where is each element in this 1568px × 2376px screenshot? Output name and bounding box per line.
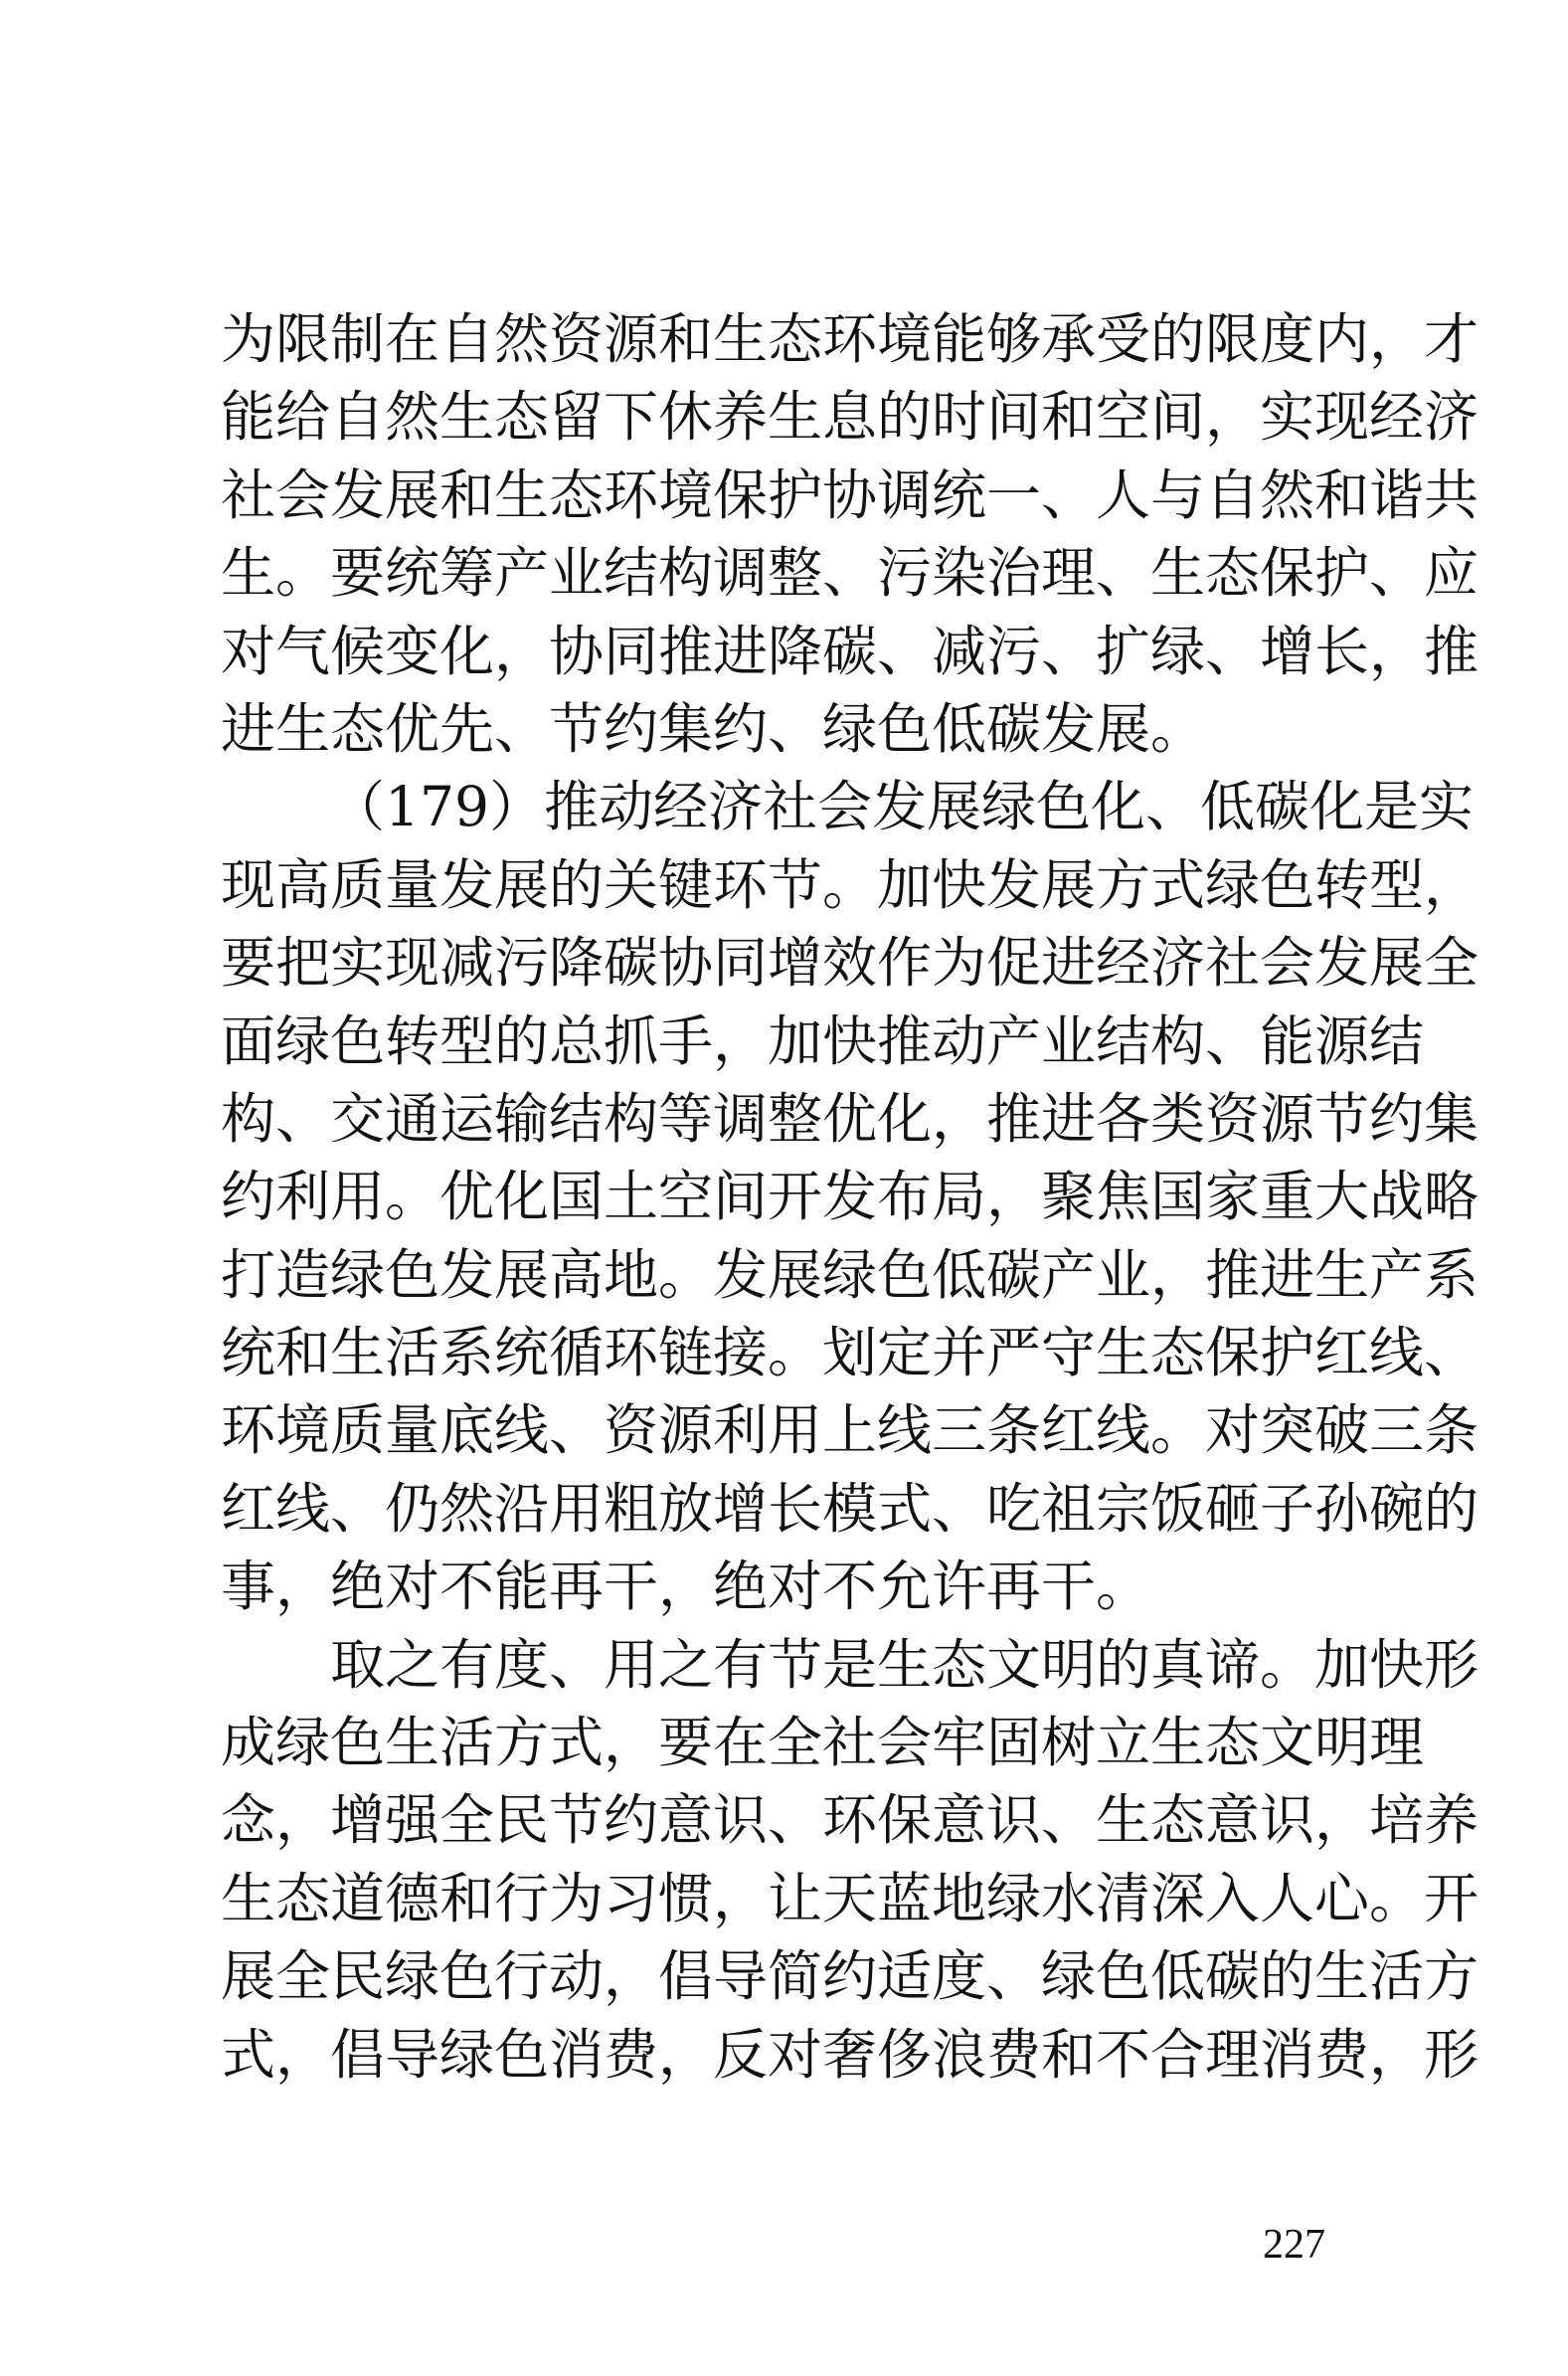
text-line: 打造绿色发展高地。发展绿色低碳产业，推进生产系 [221, 1242, 1480, 1307]
text-line: 生态道德和行为习惯，让天蓝地绿水清深入人心。开 [221, 1866, 1480, 1930]
text-line: 现高质量发展的关键环节。加快发展方式绿色转型， [221, 852, 1480, 917]
text-line: 进生态优先、节约集约、绿色低碳发展。 [221, 696, 1206, 761]
text-line: 面绿色转型的总抓手，加快推动产业结构、能源结 [221, 1008, 1425, 1073]
text-line: 约利用。优化国土空间开发布局，聚焦国家重大战略 [221, 1165, 1480, 1229]
text-line: 能给自然生态留下休养生息的时间和空间，实现经济 [221, 385, 1480, 450]
text-line: 统和生活系统循环链接。划定并严守生态保护红线、 [221, 1321, 1480, 1385]
text-line: （179）推动经济社会发展绿色化、低碳化是实 [330, 775, 1474, 839]
page-number: 227 [1263, 2222, 1325, 2268]
text-line: 式，倡导绿色消费，反对奢侈浪费和不合理消费，形 [221, 2022, 1480, 2087]
text-line: 为限制在自然资源和生态环境能够承受的限度内，才 [221, 307, 1480, 371]
paragraph-3 [221, 1626, 1480, 2094]
paragraph-1 [221, 300, 1480, 768]
text-line: 成绿色生活方式，要在全社会牢固树立生态文明理 [221, 1711, 1425, 1775]
text-line: 对气候变化，协同推进降碳、减污、扩绿、增长，推 [221, 619, 1480, 683]
text-line: 展全民绿色行动，倡导简约适度、绿色低碳的生活方 [221, 1944, 1480, 2009]
text-line: 事，绝对不能再干，绝对不允许再干。 [221, 1554, 1151, 1619]
paragraph-2 [221, 768, 1480, 1625]
text-line: 环境质量底线、资源利用上线三条红线。对突破三条 [221, 1398, 1480, 1463]
text-line: 红线、仍然沿用粗放增长模式、吃祖宗饭砸子孙碗的 [221, 1476, 1480, 1541]
text-line: 构、交通运输结构等调整优化，推进各类资源节约集 [221, 1086, 1480, 1151]
text-line: 念，增强全民节约意识、环保意识、生态意识，培养 [221, 1788, 1480, 1853]
text-line: 取之有度、用之有节是生态文明的真谛。加快形 [330, 1632, 1480, 1697]
text-line: 要把实现减污降碳协同增效作为促进经济社会发展全 [221, 931, 1480, 996]
body-text [221, 300, 1480, 2094]
text-line: 生。要统筹产业结构调整、污染治理、生态保护、应 [221, 541, 1480, 606]
text-line: 社会发展和生态环境保护协调统一、人与自然和谐共 [221, 462, 1480, 527]
